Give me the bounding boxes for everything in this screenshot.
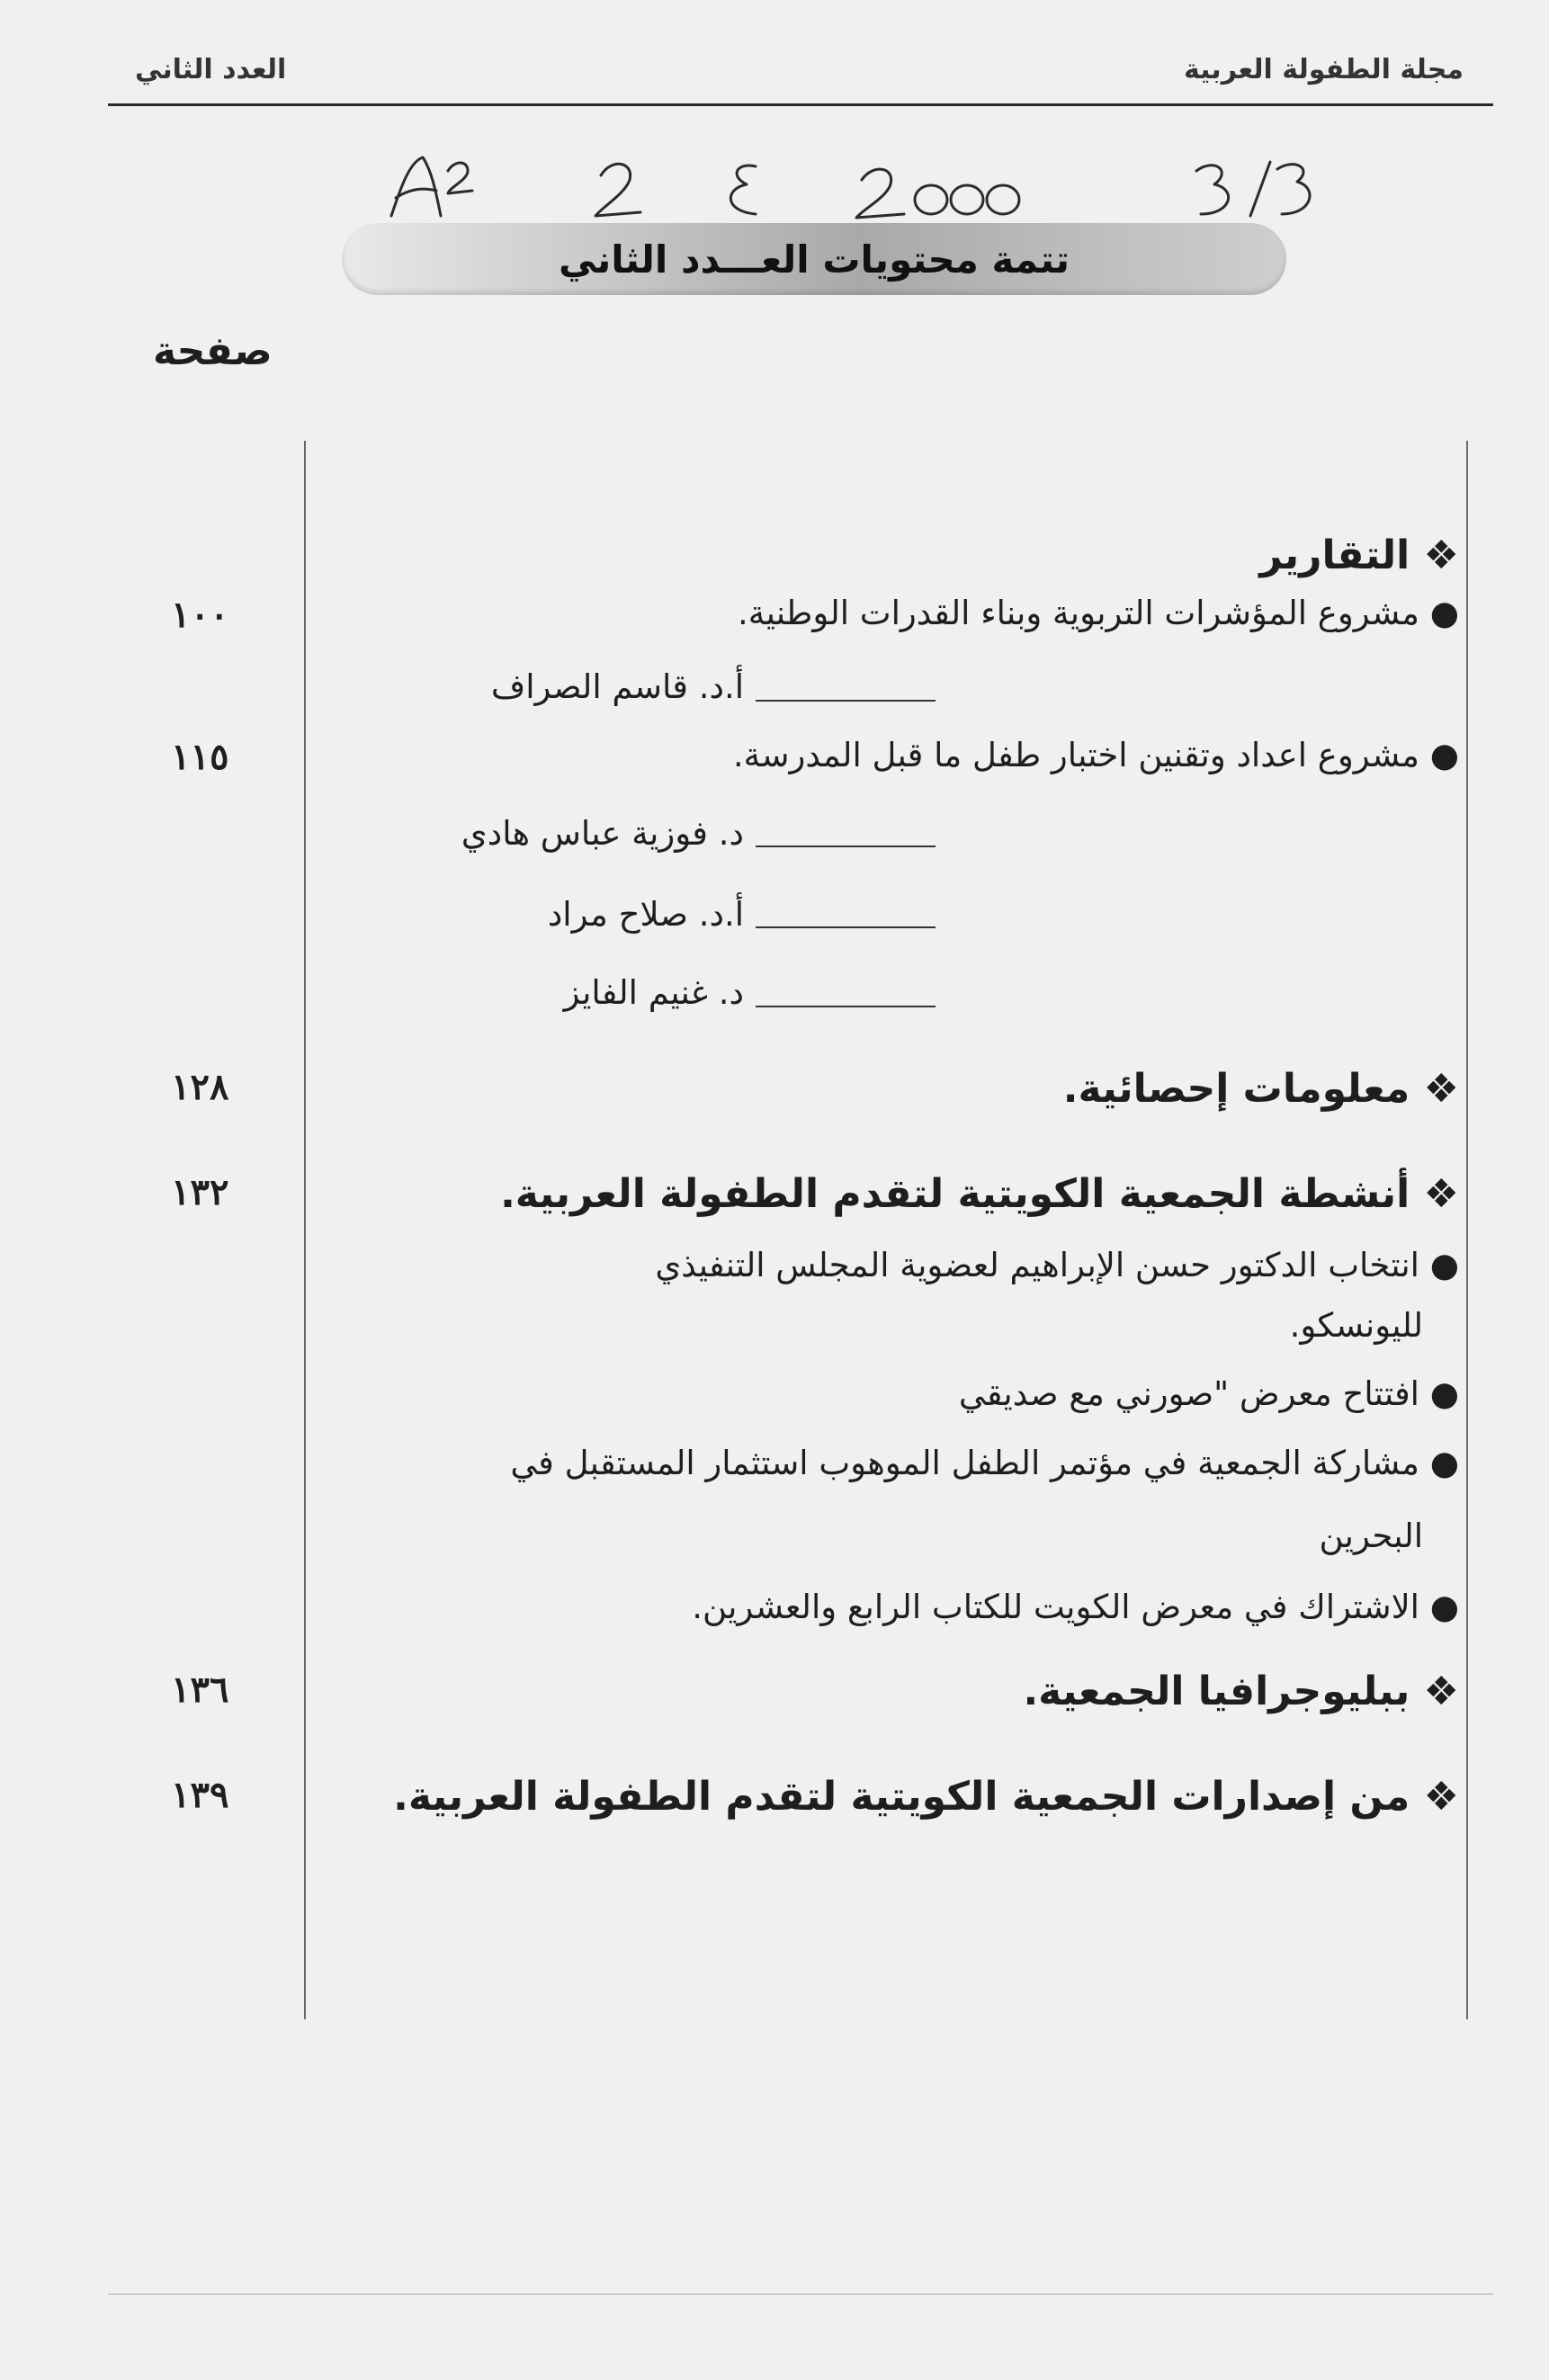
banner-title: تتمة محتويات العـــدد الثاني [558, 237, 1070, 282]
footer-rule [108, 2294, 1493, 2295]
activity-item-exhibition: ● افتتاح معرض "صورني مع صديقي [958, 1374, 1459, 1413]
section-reports-title: ❖ التقارير [1259, 532, 1459, 578]
author-leader-line [756, 700, 936, 702]
toc-entry-national-indicators: ● مشروع المؤشرات التربوية وبناء القدرات الوطنية. [737, 594, 1459, 632]
issue-label: العدد الثاني [135, 54, 287, 85]
page-number-bibliography: ١٣٦ [171, 1669, 229, 1711]
author-name: د. فوزية عباس هادي [461, 814, 744, 853]
author-leader-line [756, 846, 936, 847]
activity-item-gifted-conference: ● مشاركة الجمعية في مؤتمر الطفل الموهوب استثمار المستقبل في [510, 1444, 1459, 1482]
section-bibliography-title: ❖ ببليوجرافيا الجمعية. [1023, 1669, 1459, 1714]
toc-entry-preschool-test: ● مشروع اعداد وتقنين اختبار طفل ما قبل المدرسة. [732, 736, 1459, 774]
page-number-activities: ١٣٢ [171, 1171, 229, 1213]
page-number-reports: ١٠٠ [171, 594, 229, 636]
activity-item-unesco: ● انتخاب الدكتور حسن الإبراهيم لعضوية المجلس التنفيذي [655, 1246, 1459, 1284]
activity-item-unesco-cont: لليونسكو. [1289, 1306, 1423, 1345]
author-name: أ.د. صلاح مراد [547, 895, 744, 934]
header-rule [108, 103, 1493, 106]
author-name: د. غنيم الفايز [563, 973, 744, 1012]
page-number-publications: ١٣٩ [171, 1774, 229, 1816]
author-leader-line [756, 1006, 936, 1007]
section-activities-title: ❖ أنشطة الجمعية الكويتية لتقدم الطفولة العربية. [500, 1171, 1459, 1217]
page-column-label: صفحة [153, 328, 273, 374]
section-statistics-title: ❖ معلومات إحصائية. [1062, 1066, 1459, 1112]
author-name: أ.د. قاسم الصراف [490, 667, 744, 706]
page-number-statistics: ١٢٨ [171, 1066, 229, 1108]
section-publications-title: ❖ من إصدارات الجمعية الكويتية لتقدم الطفولة العربية. [393, 1774, 1459, 1820]
page-number-preschool-test: ١١٥ [171, 736, 229, 778]
journal-title: مجلة الطفولة العربية [1183, 54, 1464, 85]
activity-item-book-fair: ● الاشتراك في معرض الكويت للكتاب الرابع والعشرين. [692, 1588, 1459, 1626]
author-leader-line [756, 926, 936, 928]
activity-item-gifted-conference-cont: البحرين [1319, 1517, 1423, 1555]
